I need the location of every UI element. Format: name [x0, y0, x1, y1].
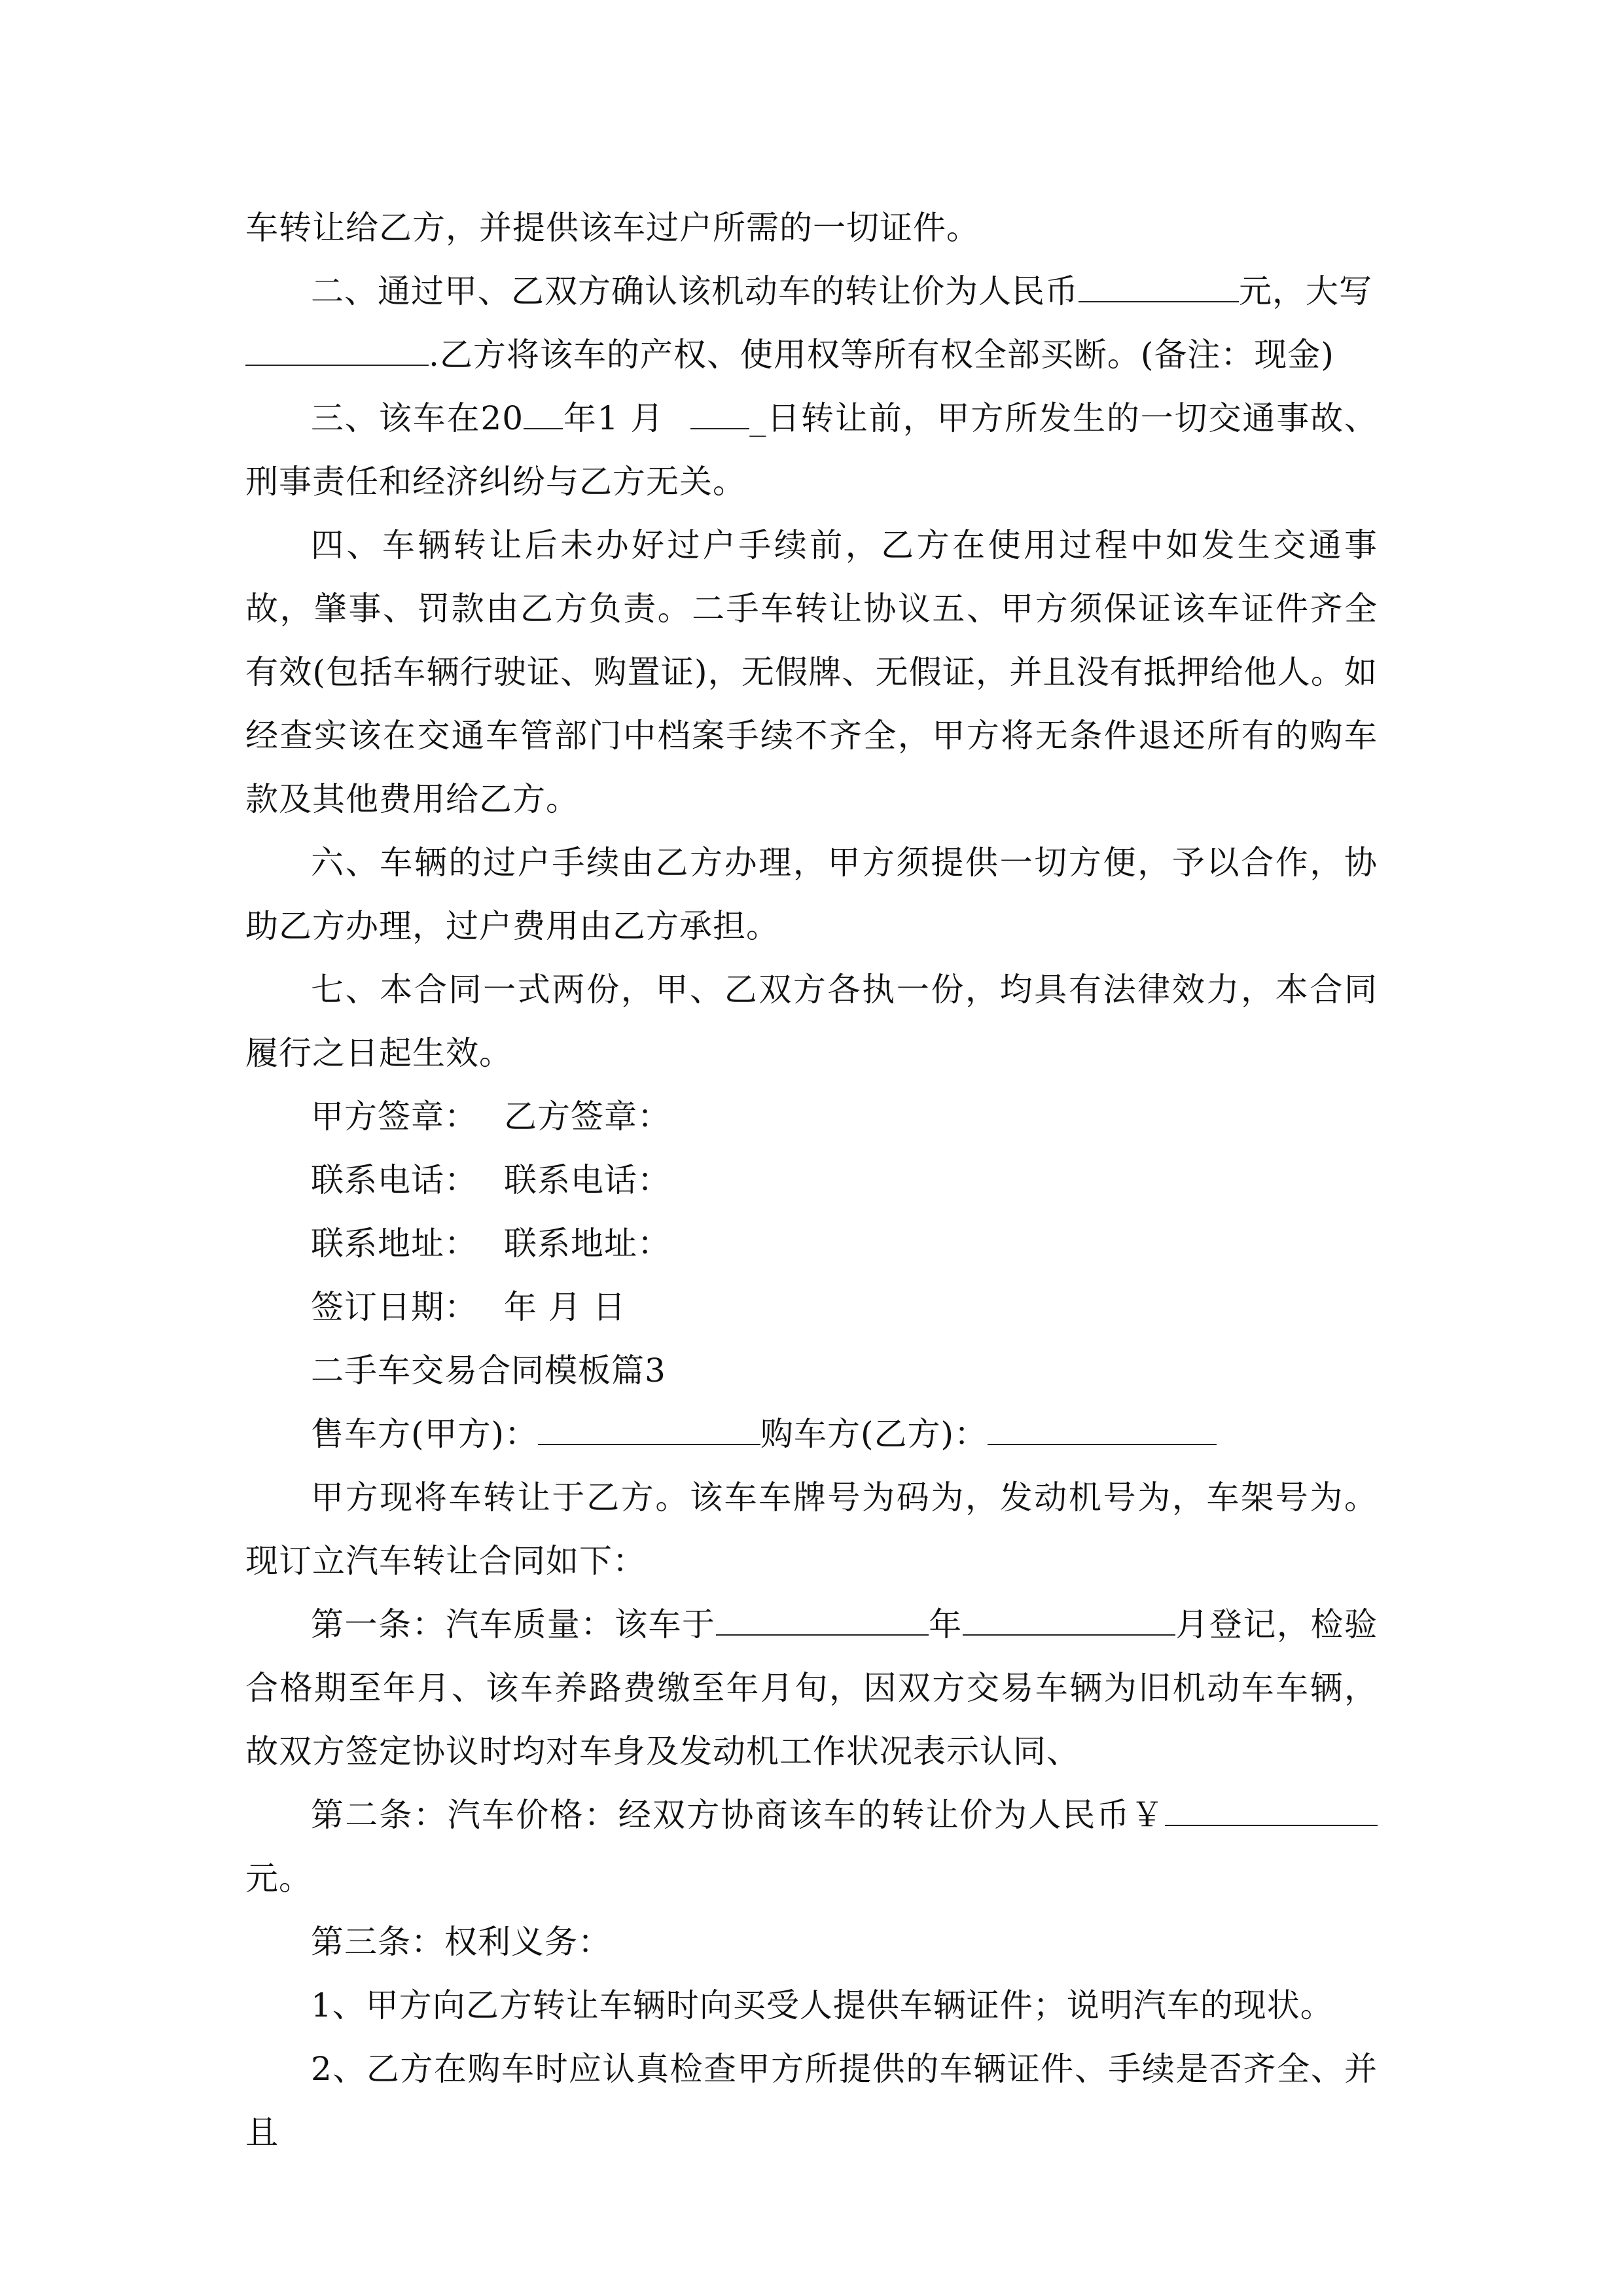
sign-date-label: 签订日期：	[311, 1288, 478, 1326]
party-b-signature-label: 乙方签章：	[504, 1098, 671, 1136]
clause-2-tail: .乙方将该车的产权、使用权等所有权全部买断。(备注：现金)	[429, 336, 1334, 374]
paragraph-continuation	[245, 196, 1378, 260]
seller-label: 售车方(甲方)：	[311, 1415, 539, 1453]
article-3-item-2	[245, 2037, 1378, 2164]
clause-2-text: 二、通过甲、乙双方确认该机动车的转让价为人民币	[311, 272, 1079, 310]
intro-text: 甲方现将车转让于乙方。该车车牌号为码为，发动机号为，车架号为。现订立汽车转让合同如下：	[245, 1479, 1378, 1580]
line-text: 车转让给乙方，并提供该车过户所需的一切证件。	[245, 209, 980, 247]
item-1-text: 1、甲方向乙方转让车辆时向买受人提供车辆证件；说明汽车的现状。	[311, 1986, 1334, 2024]
article-3-text: 第三条：权利义务：	[311, 1923, 611, 1961]
clause-4-text: 四、车辆转让后未办好过户手续前，乙方在使用过程中如发生交通事故，肇事、罚款由乙方负责。二手车转让协议五、甲方须保证该车证件齐全有效(包括车辆行驶证、购置证)，无假牌、无假证，并且没有抵押给他人。如经查实该在交通车管部门中档案手续不齐全，甲方将无条件退还所有的购车款及其他费用给乙方。	[245, 526, 1378, 818]
party-b-phone-label: 联系电话：	[504, 1161, 671, 1199]
address-line	[245, 1212, 1378, 1276]
buyer-blank	[988, 1410, 1217, 1445]
article-1-text: 第一条：汽车质量：该车于	[311, 1605, 716, 1643]
clause-6-text: 六、车辆的过户手续由乙方办理，甲方须提供一切方便，予以合作，协助乙方办理，过户费用由乙方承担。	[245, 844, 1378, 945]
party-a-signature-label: 甲方签章：	[311, 1098, 478, 1136]
sign-date-value: 年 月 日	[504, 1288, 626, 1326]
clause-2	[245, 260, 1378, 387]
item-2-text: 2、乙方在购车时应认真检查甲方所提供的车辆证件、手续是否齐全、并且	[245, 2050, 1378, 2151]
template-3-title: 二手车交易合同模板篇3	[311, 1352, 666, 1390]
clause-4	[245, 514, 1378, 831]
party-a-address-label: 联系地址：	[311, 1225, 478, 1263]
price-words-blank	[245, 331, 429, 366]
transfer-price-blank	[1165, 1791, 1378, 1826]
clause-7	[245, 958, 1378, 1085]
clause-3-text: 三、该车在20	[311, 399, 524, 437]
day-blank	[690, 394, 749, 429]
article-1-tail: 月登记，检验合格期至年月、该车养路费缴至年月旬，因双方交易车辆为旧机动车车辆，故双方签定协议时均对车身及发动机工作状况表示认同、	[245, 1605, 1378, 1770]
contract-body	[245, 196, 1378, 2164]
article-1-year: 年	[928, 1605, 963, 1643]
seller-blank	[538, 1410, 760, 1445]
buyer-label: 购车方(乙方)：	[760, 1415, 988, 1453]
clause-7-text: 七、本合同一式两份，甲、乙双方各执一份，均具有法律效力，本合同履行之日起生效。	[245, 971, 1378, 1072]
phone-line	[245, 1149, 1378, 1212]
party-a-phone-label: 联系电话：	[311, 1161, 478, 1199]
article-2-unit: 元。	[245, 1859, 312, 1897]
article-2-text: 第二条：汽车价格：经双方协商该车的转让价为人民币￥	[311, 1796, 1165, 1834]
signature-line	[245, 1085, 1378, 1149]
article-3	[245, 1910, 1378, 1974]
year-blank	[524, 394, 563, 429]
date-line	[245, 1276, 1378, 1339]
section-title	[245, 1339, 1378, 1403]
price-blank	[1079, 267, 1239, 302]
clause-3	[245, 387, 1378, 514]
clause-3-month: 年1 月	[563, 399, 665, 437]
parties-line	[245, 1403, 1378, 1466]
register-year-blank	[716, 1600, 929, 1636]
article-3-item-1	[245, 1974, 1378, 2037]
clause-2-unit: 元，大写	[1239, 272, 1372, 310]
clause-3-tail: _日转让前，甲方所发生的一切交通事故、刑事责任和经济纠纷与乙方无关。	[245, 399, 1378, 501]
register-month-blank	[963, 1600, 1175, 1636]
party-b-address-label: 联系地址：	[504, 1225, 671, 1263]
clause-6	[245, 831, 1378, 958]
article-2	[245, 1784, 1378, 1910]
article-1	[245, 1593, 1378, 1784]
intro-paragraph	[245, 1466, 1378, 1593]
